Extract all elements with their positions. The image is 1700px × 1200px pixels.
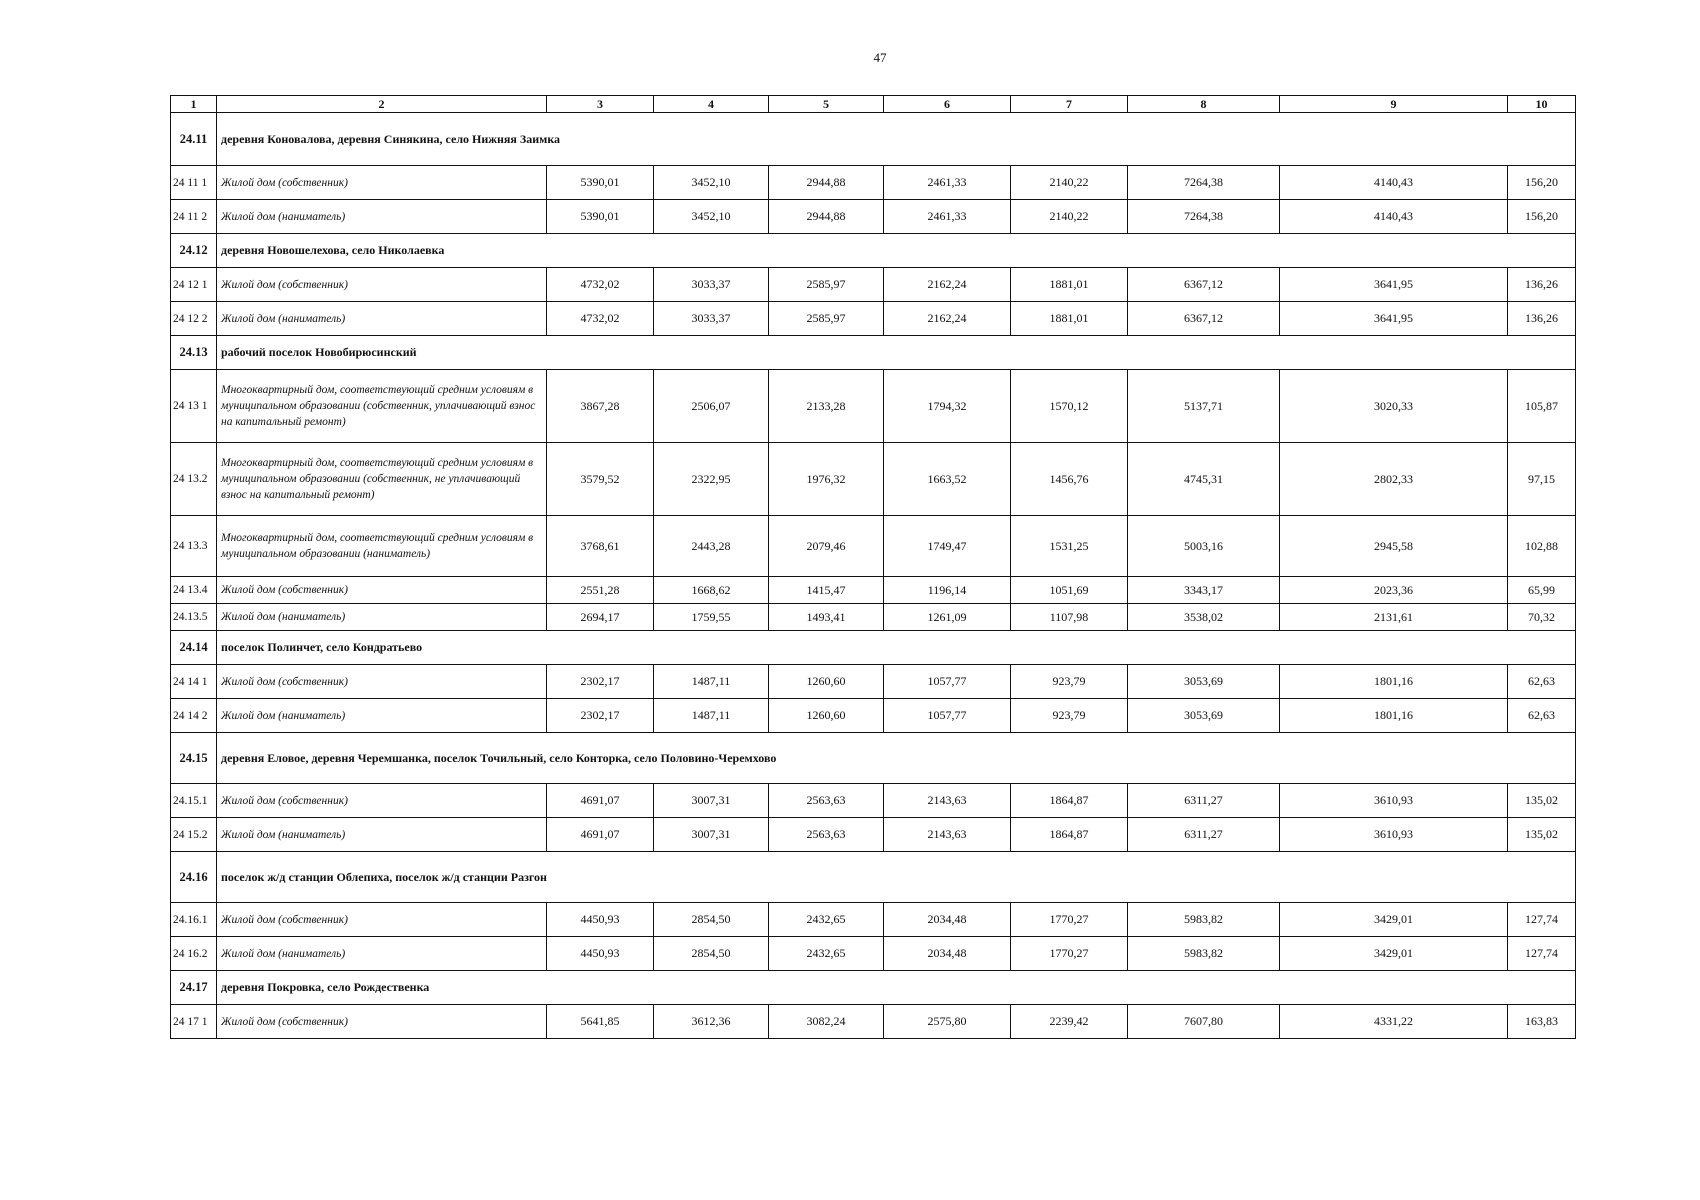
row-name: Жилой дом (собственник) xyxy=(217,1005,547,1039)
value-cell: 2162,24 xyxy=(884,302,1011,336)
row-code: 24 13 1 xyxy=(171,370,217,443)
value-cell: 2143,63 xyxy=(884,818,1011,852)
row-name: Жилой дом (наниматель) xyxy=(217,302,547,336)
row-name: Жилой дом (собственник) xyxy=(217,903,547,937)
value-cell: 2034,48 xyxy=(884,937,1011,971)
value-cell: 2133,28 xyxy=(769,370,884,443)
table-row xyxy=(171,268,1576,302)
value-cell: 2079,46 xyxy=(769,516,884,577)
table-row xyxy=(171,166,1576,200)
value-cell: 3033,37 xyxy=(654,302,769,336)
value-cell: 1770,27 xyxy=(1011,937,1128,971)
value-cell: 2575,80 xyxy=(884,1005,1011,1039)
value-cell: 1570,12 xyxy=(1011,370,1128,443)
value-cell: 2302,17 xyxy=(547,665,654,699)
value-cell: 1976,32 xyxy=(769,443,884,516)
value-cell: 4331,22 xyxy=(1280,1005,1508,1039)
value-cell: 4691,07 xyxy=(547,818,654,852)
row-code: 24 15.2 xyxy=(171,818,217,852)
group-code: 24.14 xyxy=(171,631,217,665)
group-row xyxy=(171,971,1576,1005)
row-code: 24 11 1 xyxy=(171,166,217,200)
value-cell: 3007,31 xyxy=(654,818,769,852)
value-cell: 7607,80 xyxy=(1128,1005,1280,1039)
value-cell: 2143,63 xyxy=(884,784,1011,818)
value-cell: 4732,02 xyxy=(547,302,654,336)
value-cell: 2140,22 xyxy=(1011,166,1128,200)
value-cell: 5983,82 xyxy=(1128,937,1280,971)
column-header: 6 xyxy=(884,96,1011,113)
group-code: 24.13 xyxy=(171,336,217,370)
row-code: 24 13.2 xyxy=(171,443,217,516)
value-cell: 1801,16 xyxy=(1280,699,1508,733)
value-cell: 3768,61 xyxy=(547,516,654,577)
row-name: Жилой дом (наниматель) xyxy=(217,818,547,852)
value-cell: 4450,93 xyxy=(547,937,654,971)
table-row xyxy=(171,577,1576,604)
value-cell: 1864,87 xyxy=(1011,818,1128,852)
group-name: поселок ж/д станции Облепиха, поселок ж/д станции Разгон xyxy=(217,852,1576,903)
group-name: деревня Коновалова, деревня Синякина, село Нижняя Заимка xyxy=(217,113,1576,166)
value-cell: 1107,98 xyxy=(1011,604,1128,631)
value-cell: 2140,22 xyxy=(1011,200,1128,234)
value-cell: 2461,33 xyxy=(884,200,1011,234)
value-cell: 5390,01 xyxy=(547,200,654,234)
group-name: поселок Полинчет, село Кондратьево xyxy=(217,631,1576,665)
column-header: 4 xyxy=(654,96,769,113)
table-row xyxy=(171,302,1576,336)
value-cell: 5641,85 xyxy=(547,1005,654,1039)
value-cell: 1881,01 xyxy=(1011,268,1128,302)
row-code: 24 16.2 xyxy=(171,937,217,971)
column-header: 7 xyxy=(1011,96,1128,113)
value-cell: 70,32 xyxy=(1508,604,1576,631)
group-name: деревня Новошелехова, село Николаевка xyxy=(217,234,1576,268)
value-cell: 136,26 xyxy=(1508,302,1576,336)
value-cell: 2551,28 xyxy=(547,577,654,604)
column-header: 9 xyxy=(1280,96,1508,113)
table-row xyxy=(171,784,1576,818)
value-cell: 102,88 xyxy=(1508,516,1576,577)
row-name: Жилой дом (собственник) xyxy=(217,268,547,302)
column-header: 3 xyxy=(547,96,654,113)
value-cell: 4140,43 xyxy=(1280,166,1508,200)
group-code: 24.15 xyxy=(171,733,217,784)
value-cell: 2506,07 xyxy=(654,370,769,443)
value-cell: 1456,76 xyxy=(1011,443,1128,516)
group-row xyxy=(171,336,1576,370)
value-cell: 1864,87 xyxy=(1011,784,1128,818)
value-cell: 1759,55 xyxy=(654,604,769,631)
value-cell: 923,79 xyxy=(1011,699,1128,733)
row-code: 24 11 2 xyxy=(171,200,217,234)
group-code: 24.16 xyxy=(171,852,217,903)
table-row xyxy=(171,516,1576,577)
value-cell: 5003,16 xyxy=(1128,516,1280,577)
row-code: 24 14 1 xyxy=(171,665,217,699)
group-row xyxy=(171,113,1576,166)
table-row xyxy=(171,903,1576,937)
value-cell: 2585,97 xyxy=(769,268,884,302)
value-cell: 3641,95 xyxy=(1280,268,1508,302)
group-row xyxy=(171,234,1576,268)
value-cell: 3610,93 xyxy=(1280,818,1508,852)
value-cell: 1770,27 xyxy=(1011,903,1128,937)
value-cell: 2563,63 xyxy=(769,818,884,852)
value-cell: 2802,33 xyxy=(1280,443,1508,516)
value-cell: 3082,24 xyxy=(769,1005,884,1039)
value-cell: 156,20 xyxy=(1508,166,1576,200)
value-cell: 3007,31 xyxy=(654,784,769,818)
row-name: Жилой дом (собственник) xyxy=(217,577,547,604)
value-cell: 7264,38 xyxy=(1128,200,1280,234)
value-cell: 2443,28 xyxy=(654,516,769,577)
value-cell: 5983,82 xyxy=(1128,903,1280,937)
table-row xyxy=(171,665,1576,699)
row-code: 24 17 1 xyxy=(171,1005,217,1039)
value-cell: 3641,95 xyxy=(1280,302,1508,336)
value-cell: 6311,27 xyxy=(1128,784,1280,818)
value-cell: 2944,88 xyxy=(769,166,884,200)
value-cell: 127,74 xyxy=(1508,937,1576,971)
value-cell: 5137,71 xyxy=(1128,370,1280,443)
value-cell: 3343,17 xyxy=(1128,577,1280,604)
table-row xyxy=(171,370,1576,443)
row-name: Жилой дом (собственник) xyxy=(217,665,547,699)
value-cell: 3579,52 xyxy=(547,443,654,516)
value-cell: 1261,09 xyxy=(884,604,1011,631)
value-cell: 65,99 xyxy=(1508,577,1576,604)
value-cell: 4745,31 xyxy=(1128,443,1280,516)
value-cell: 1487,11 xyxy=(654,699,769,733)
table-row xyxy=(171,443,1576,516)
column-header: 2 xyxy=(217,96,547,113)
value-cell: 156,20 xyxy=(1508,200,1576,234)
row-name: Жилой дом (собственник) xyxy=(217,166,547,200)
value-cell: 135,02 xyxy=(1508,818,1576,852)
value-cell: 1801,16 xyxy=(1280,665,1508,699)
value-cell: 3452,10 xyxy=(654,166,769,200)
table-body xyxy=(171,96,1576,1039)
table-row xyxy=(171,818,1576,852)
value-cell: 6367,12 xyxy=(1128,302,1280,336)
value-cell: 4732,02 xyxy=(547,268,654,302)
value-cell: 163,83 xyxy=(1508,1005,1576,1039)
value-cell: 3053,69 xyxy=(1128,665,1280,699)
value-cell: 1881,01 xyxy=(1011,302,1128,336)
value-cell: 3053,69 xyxy=(1128,699,1280,733)
row-code: 24.13.5 xyxy=(171,604,217,631)
value-cell: 2322,95 xyxy=(654,443,769,516)
value-cell: 2131,61 xyxy=(1280,604,1508,631)
value-cell: 1663,52 xyxy=(884,443,1011,516)
row-name: Жилой дом (наниматель) xyxy=(217,937,547,971)
value-cell: 135,02 xyxy=(1508,784,1576,818)
row-code: 24 12 1 xyxy=(171,268,217,302)
value-cell: 2034,48 xyxy=(884,903,1011,937)
value-cell: 2945,58 xyxy=(1280,516,1508,577)
column-header: 8 xyxy=(1128,96,1280,113)
row-name: Многоквартирный дом, соответствующий средним условиям в муниципальном образовании (собственник, уплачивающий взнос на капитальный ремонт) xyxy=(217,370,547,443)
row-code: 24.16.1 xyxy=(171,903,217,937)
value-cell: 7264,38 xyxy=(1128,166,1280,200)
value-cell: 2461,33 xyxy=(884,166,1011,200)
value-cell: 105,87 xyxy=(1508,370,1576,443)
column-header: 10 xyxy=(1508,96,1576,113)
value-cell: 1794,32 xyxy=(884,370,1011,443)
row-name: Жилой дом (наниматель) xyxy=(217,200,547,234)
value-cell: 3020,33 xyxy=(1280,370,1508,443)
row-name: Многоквартирный дом, соответствующий средним условиям в муниципальном образовании (наниматель) xyxy=(217,516,547,577)
value-cell: 62,63 xyxy=(1508,665,1576,699)
row-name: Жилой дом (наниматель) xyxy=(217,699,547,733)
row-name: Жилой дом (наниматель) xyxy=(217,604,547,631)
group-code: 24.12 xyxy=(171,234,217,268)
value-cell: 4450,93 xyxy=(547,903,654,937)
value-cell: 5390,01 xyxy=(547,166,654,200)
table-row xyxy=(171,200,1576,234)
value-cell: 2432,65 xyxy=(769,903,884,937)
value-cell: 6311,27 xyxy=(1128,818,1280,852)
group-code: 24.17 xyxy=(171,971,217,1005)
value-cell: 1196,14 xyxy=(884,577,1011,604)
value-cell: 3033,37 xyxy=(654,268,769,302)
value-cell: 1531,25 xyxy=(1011,516,1128,577)
value-cell: 2585,97 xyxy=(769,302,884,336)
value-cell: 3867,28 xyxy=(547,370,654,443)
row-code: 24.15.1 xyxy=(171,784,217,818)
value-cell: 136,26 xyxy=(1508,268,1576,302)
group-name: деревня Еловое, деревня Черемшанка, поселок Точильный, село Конторка, село Половино-Черемхово xyxy=(217,733,1576,784)
row-code: 24 13.4 xyxy=(171,577,217,604)
value-cell: 2239,42 xyxy=(1011,1005,1128,1039)
value-cell: 1260,60 xyxy=(769,665,884,699)
value-cell: 62,63 xyxy=(1508,699,1576,733)
value-cell: 923,79 xyxy=(1011,665,1128,699)
value-cell: 3538,02 xyxy=(1128,604,1280,631)
tariff-table xyxy=(170,95,1576,1039)
value-cell: 4691,07 xyxy=(547,784,654,818)
value-cell: 2944,88 xyxy=(769,200,884,234)
table-row xyxy=(171,1005,1576,1039)
value-cell: 3429,01 xyxy=(1280,937,1508,971)
column-header: 1 xyxy=(171,96,217,113)
value-cell: 1057,77 xyxy=(884,665,1011,699)
group-row xyxy=(171,631,1576,665)
value-cell: 2432,65 xyxy=(769,937,884,971)
value-cell: 2162,24 xyxy=(884,268,1011,302)
row-name: Жилой дом (собственник) xyxy=(217,784,547,818)
column-header-row xyxy=(171,96,1576,113)
value-cell: 2854,50 xyxy=(654,903,769,937)
value-cell: 4140,43 xyxy=(1280,200,1508,234)
value-cell: 1668,62 xyxy=(654,577,769,604)
value-cell: 3429,01 xyxy=(1280,903,1508,937)
group-name: деревня Покровка, село Рождественка xyxy=(217,971,1576,1005)
value-cell: 1749,47 xyxy=(884,516,1011,577)
value-cell: 6367,12 xyxy=(1128,268,1280,302)
value-cell: 1487,11 xyxy=(654,665,769,699)
group-row xyxy=(171,733,1576,784)
value-cell: 2694,17 xyxy=(547,604,654,631)
row-code: 24 13.3 xyxy=(171,516,217,577)
row-code: 24 14 2 xyxy=(171,699,217,733)
value-cell: 2854,50 xyxy=(654,937,769,971)
value-cell: 3452,10 xyxy=(654,200,769,234)
value-cell: 2023,36 xyxy=(1280,577,1508,604)
value-cell: 3612,36 xyxy=(654,1005,769,1039)
table-row xyxy=(171,937,1576,971)
value-cell: 2302,17 xyxy=(547,699,654,733)
value-cell: 3610,93 xyxy=(1280,784,1508,818)
row-code: 24 12 2 xyxy=(171,302,217,336)
group-row xyxy=(171,852,1576,903)
table-row xyxy=(171,699,1576,733)
row-name: Многоквартирный дом, соответствующий средним условиям в муниципальном образовании (собственник, не уплачивающий взнос на капитальный ремонт) xyxy=(217,443,547,516)
value-cell: 97,15 xyxy=(1508,443,1576,516)
value-cell: 1057,77 xyxy=(884,699,1011,733)
column-header: 5 xyxy=(769,96,884,113)
group-name: рабочий поселок Новобирюсинский xyxy=(217,336,1576,370)
value-cell: 1415,47 xyxy=(769,577,884,604)
value-cell: 2563,63 xyxy=(769,784,884,818)
value-cell: 1051,69 xyxy=(1011,577,1128,604)
group-code: 24.11 xyxy=(171,113,217,166)
value-cell: 1260,60 xyxy=(769,699,884,733)
value-cell: 127,74 xyxy=(1508,903,1576,937)
value-cell: 1493,41 xyxy=(769,604,884,631)
table-row xyxy=(171,604,1576,631)
page-number: 47 xyxy=(873,50,887,65)
